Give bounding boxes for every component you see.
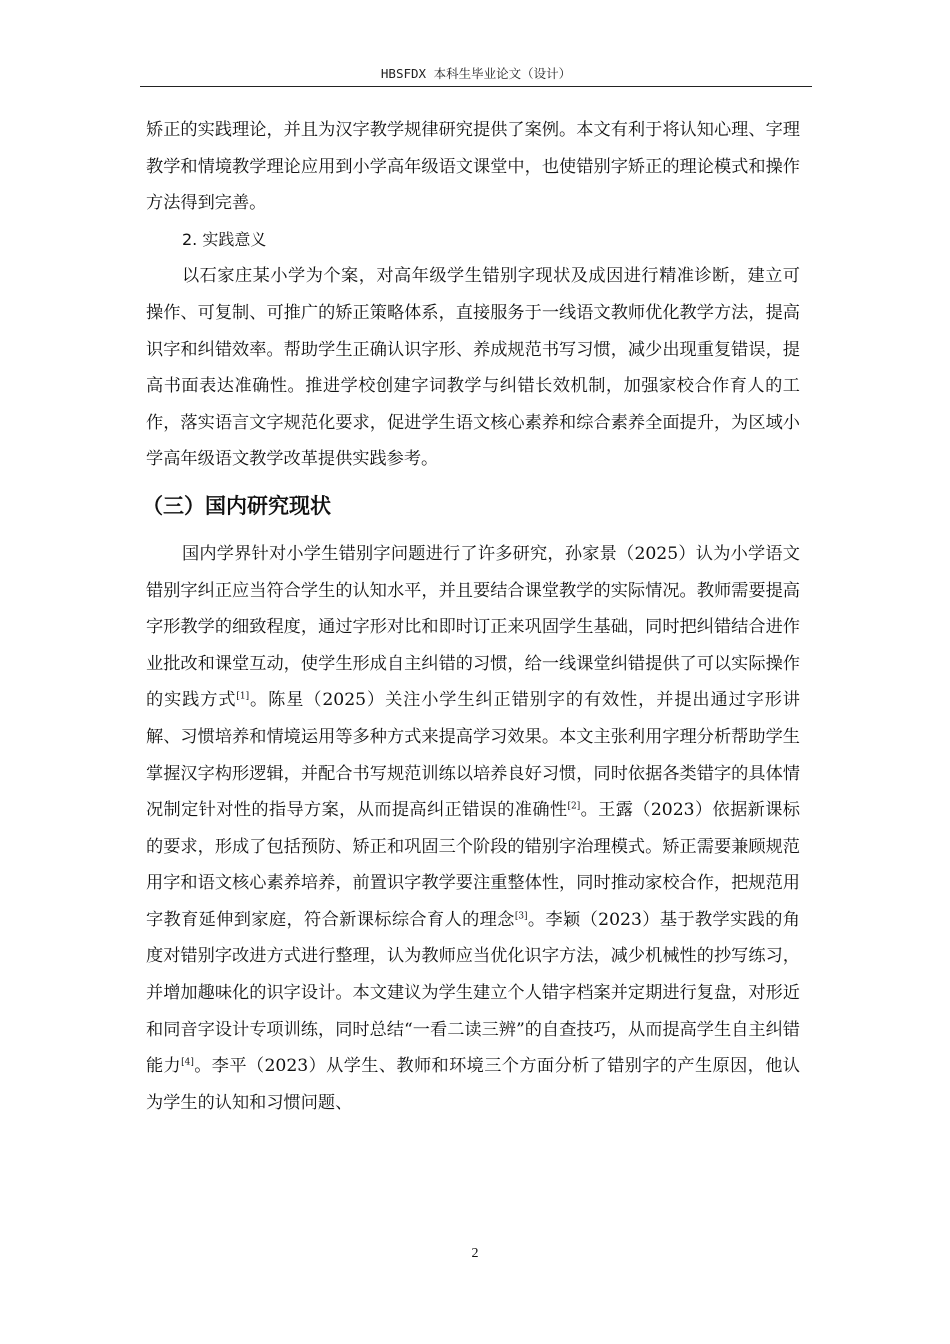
page-number: 2 <box>471 1246 479 1261</box>
text-segment: 。王露（2023）依据新课标的要求，形成了包括预防、矫正和巩固三个阶段的错别字治理模式。矫正需要兼顾规范用字和语文核心素养培养，前置识字教学要注重整体性，同时推动家校合作，把规范用字教育延伸到家庭，符合新课标综合育人的理念 <box>146 800 800 930</box>
text-segment: 。李颖（2023）基于教学实践的角度对错别字改进方式进行整理，认为教师应当优化识字方法，减少机械性的抄写练习，并增加趣味化的识字设计。本文建议为学生建立个人错字档案并定期进行复盘，对形近和同音字设计专项训练，同时总结“一看二读三辨”的自查技巧，从而提高学生自主纠错能力 <box>146 909 800 1077</box>
text-segment: 。陈星（2025）关注小学生纠正错别字的有效性，并提出通过字形讲解、习惯培养和情境运用等多种方式来提高学习效果。本文主张利用字理分析帮助学生掌握汉字构形逻辑，并配合书写规范训练以培养良好习惯，同时依据各类错字的具体情况制定针对性的指导方案，从而提高纠正错误的准确性 <box>146 690 800 821</box>
header-divider <box>140 86 812 87</box>
paragraph-theory-continued: 矫正的实践理论，并且为汉字教学规律研究提供了案例。本文有利于将认知心理、字理教学和情境教学理论应用到小学高年级语文课堂中，也使错别字矫正的理论模式和操作方法得到完善。 <box>146 120 800 214</box>
running-header: HBSFDX 本科生毕业论文（设计） <box>380 66 572 81</box>
text-segment: 。李平（2023）从学生、教师和环境三个方面分析了错别字的产生原因，他认为学生的认知和习惯问题、 <box>146 1056 800 1113</box>
paragraph-domestic-research <box>146 536 800 1122</box>
section-title-domestic-research: （三）国内研究现状 <box>142 493 331 518</box>
citation-ref-3: [3] <box>514 911 528 922</box>
citation-ref-2: [2] <box>567 801 581 812</box>
subheading-practical-significance: 2. 实践意义 <box>182 229 267 249</box>
text-segment: 国内学界针对小学生错别字问题进行了许多研究，孙家景（2025）认为小学语文错别字纠正应当符合学生的认知水平，并且要结合课堂教学的实际情况。教师需要提高字形教学的细致程度，通过字形对比和即时订正来巩固学生基础，同时把纠错结合进作业批改和课堂互动，使学生形成自主纠错的习惯，给一线课堂纠错提供了可以实际操作的实践方式 <box>146 543 800 711</box>
page-body <box>142 112 800 1121</box>
paragraph-practical-significance: 以石家庄某小学为个案，对高年级学生错别字现状及成因进行精准诊断，建立可操作、可复制、可推广的矫正策略体系，直接服务于一线语文教师优化教学方法，提高识字和纠错效率。帮助学生正确认识字形、养成规范书写习惯，减少出现重复错误，提高书面表达准确性。推进学校创建字词教学与纠错长效机制，加强家校合作育人的工作，落实语言文字规范化要求，促进学生语文核心素养和综合素养全面提升，为区域小学高年级语文教学改革提供实践参考。 <box>146 266 800 470</box>
citation-ref-4: [4] <box>181 1057 194 1068</box>
citation-ref-1: [1] <box>236 691 250 702</box>
